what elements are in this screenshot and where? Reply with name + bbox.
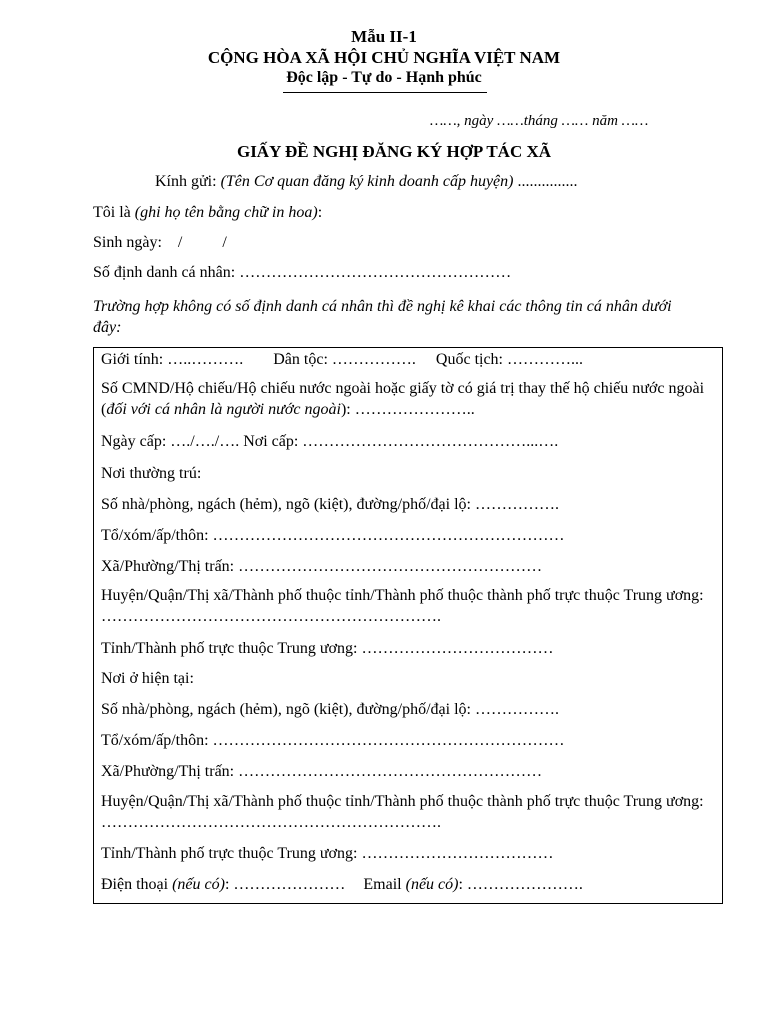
current-hamlet-field: Tổ/xóm/ấp/thôn: …………………………………………………………: [101, 732, 565, 749]
motto-underline: [283, 92, 487, 93]
addressee-dots: ...............: [513, 173, 578, 190]
instruction-note: Trường hợp không có số định danh cá nhân thì đề nghị kê khai các thông tin cá nhân dưới đây:: [93, 298, 672, 336]
national-title: CỘNG HÒA XÃ HỘI CHỦ NGHĨA VIỆT NAM: [207, 48, 561, 67]
phone-email-row: [101, 874, 583, 895]
current-residence-label: Nơi ở hiện tại:: [101, 670, 194, 687]
id-document-dots: ): …………………..: [340, 401, 475, 418]
dob-separator: /: [222, 234, 227, 251]
phone-dots: : …………………: [224, 876, 346, 893]
phone-hint: (nếu có): [172, 876, 225, 893]
gender-field: Giới tính: …..……….: [101, 351, 244, 368]
current-street-field: Số nhà/phòng, ngách (hẻm), ngõ (kiệt), đường/phố/đại lộ: …………….: [101, 701, 559, 718]
issue-date-place-field: Ngày cấp: …./…./…. Nơi cấp: ……………………………………...….: [101, 433, 559, 450]
dateline: ……, ngày ……tháng …… năm ……: [430, 113, 649, 129]
permanent-province-field: Tỉnh/Thành phố trực thuộc Trung ương: ………………………………: [101, 640, 554, 657]
dob-label: Sinh ngày:: [93, 234, 162, 251]
name-colon: :: [317, 204, 323, 221]
personal-info-box: [93, 347, 723, 904]
permanent-district-field: Huyện/Quận/Thị xã/Thành phố thuộc tỉnh/Thành phố thuộc thành phố trực thuộc Trung ương: ……………………………………………………….: [101, 587, 704, 625]
email-label: Email: [363, 876, 406, 893]
current-province-field: Tỉnh/Thành phố trực thuộc Trung ương: ………………………………: [101, 845, 554, 862]
id-document-field: [101, 378, 713, 420]
gender-ethnicity-nationality-row: [101, 349, 583, 370]
permanent-residence-label: Nơi thường trú:: [101, 465, 202, 482]
addressee-line: [155, 173, 577, 191]
document-title: GIẤY ĐỀ NGHỊ ĐĂNG KÝ HỢP TÁC XÃ: [236, 142, 552, 161]
addressee-label: Kính gửi:: [155, 173, 221, 190]
current-district-field: Huyện/Quận/Thị xã/Thành phố thuộc tỉnh/Thành phố thuộc thành phố trực thuộc Trung ương: ……………………………………………………….: [101, 793, 704, 831]
nationality-field: Quốc tịch: …………...: [435, 351, 583, 368]
name-hint: (ghi họ tên bằng chữ in hoa): [134, 204, 318, 221]
applicant-name-line: [93, 204, 322, 222]
permanent-commune-field: Xã/Phường/Thị trấn: …………………………………………………: [101, 558, 543, 575]
dob-separator: /: [177, 234, 183, 251]
name-label: Tôi là: [93, 204, 135, 221]
permanent-street-field: Số nhà/phòng, ngách (hẻm), ngõ (kiệt), đường/phố/đại lộ: …………….: [101, 496, 559, 513]
id-document-hint: đối với cá nhân là người nước ngoài: [106, 401, 341, 418]
id-document-label: Số CMND/Hộ chiếu/Hộ chiếu nước ngoài hoặc giấy tờ có giá trị thay thế hộ chiếu nước ngoài (: [101, 380, 705, 418]
personal-id-line: Số định danh cá nhân: ……………………………………………: [93, 264, 512, 281]
form-code: Mẫu II-1: [351, 27, 417, 46]
permanent-hamlet-field: Tổ/xóm/ấp/thôn: …………………………………………………………: [101, 527, 565, 544]
phone-label: Điện thoại: [101, 876, 173, 893]
current-commune-field: Xã/Phường/Thị trấn: …………………………………………………: [101, 763, 543, 780]
national-motto: Độc lập - Tự do - Hạnh phúc: [286, 69, 482, 86]
email-hint: (nếu có): [405, 876, 459, 893]
dob-line: [93, 234, 227, 252]
ethnicity-field: Dân tộc: …………….: [273, 351, 416, 368]
addressee-placeholder: (Tên Cơ quan đăng ký kinh doanh cấp huyện): [220, 173, 514, 190]
email-dots: : ………………….: [458, 876, 583, 893]
